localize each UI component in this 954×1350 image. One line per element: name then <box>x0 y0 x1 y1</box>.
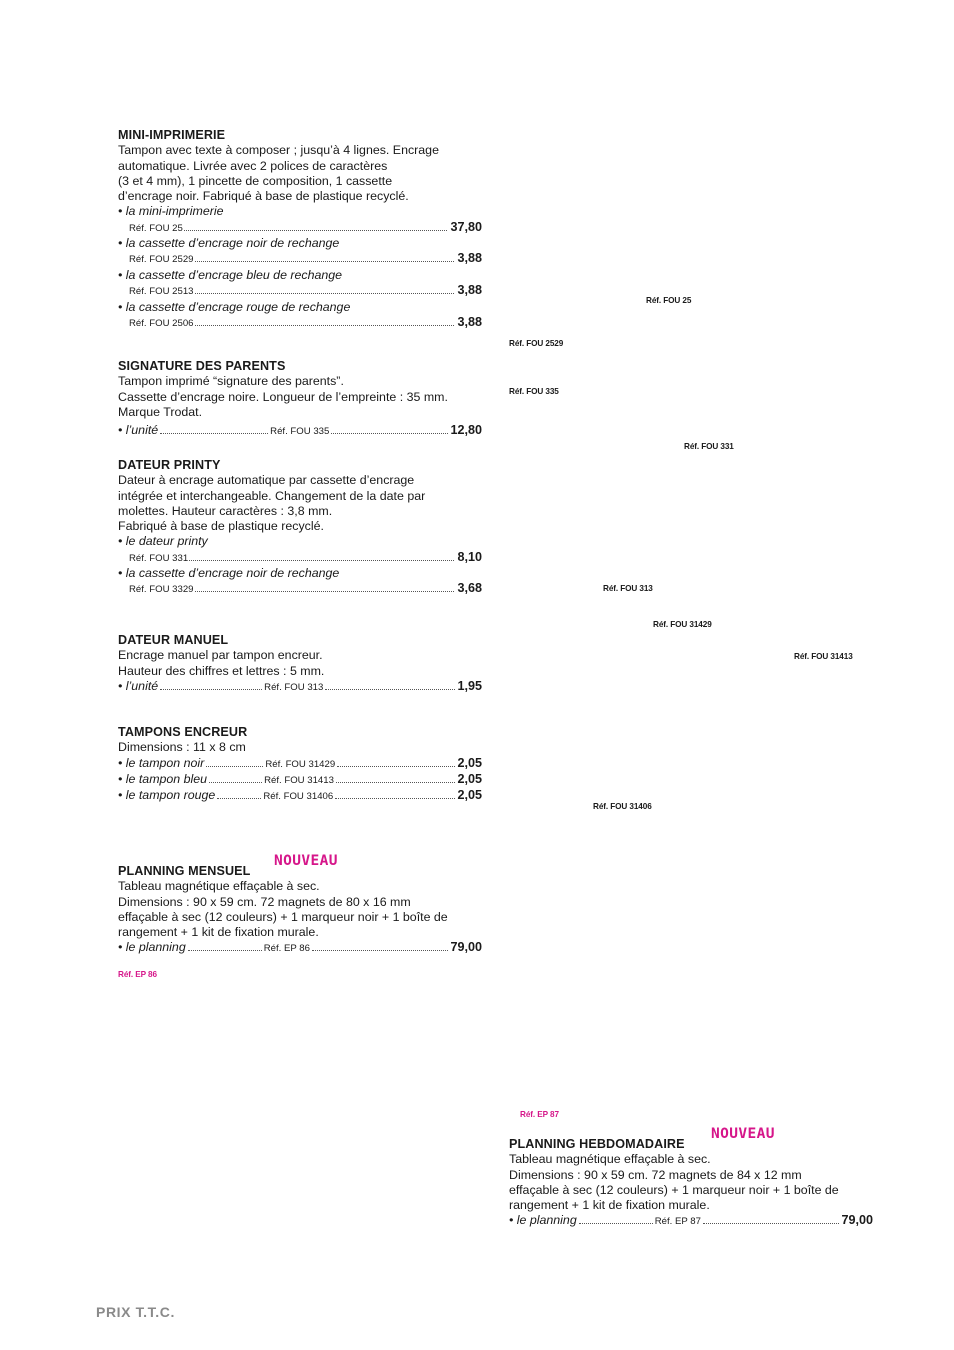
item-price: 8,10 <box>457 549 482 564</box>
item-label: • le dateur printy <box>118 534 208 549</box>
leader-dots <box>331 433 448 434</box>
item-price: 2,05 <box>457 771 482 786</box>
item-price: 2,05 <box>457 755 482 770</box>
item-label: • la mini-imprimerie <box>118 204 224 219</box>
price-line <box>118 423 482 439</box>
leader-dots <box>579 1223 653 1224</box>
price-line <box>118 772 482 788</box>
section-description: Tableau magnétique effaçable à sec. Dimensions : 90 x 59 cm. 72 magnets de 80 x 16 mm effaçable à sec (12 couleurs) + 1 marqueur noir + 1 boîte de rangement + 1 kit de fixation murale. <box>118 879 448 940</box>
item-price: 12,80 <box>450 423 482 438</box>
photo-caption-fou31429: Réf. FOU 31429 <box>653 620 712 629</box>
photo-caption-fou25: Réf. FOU 25 <box>646 296 692 305</box>
section-description: Tampon imprimé “signature des parents”. Cassette d’encrage noire. Longueur de l’empreinte : 35 mm. Marque Trodat. <box>118 374 448 419</box>
section-planning-mensuel <box>118 864 482 956</box>
item-ref: Réf. FOU 31429 <box>265 758 336 770</box>
leader-dots <box>195 591 455 592</box>
leader-dots <box>160 433 268 434</box>
leader-dots <box>217 798 261 799</box>
leader-dots <box>188 950 262 951</box>
photo-caption-ep87: Réf. EP 87 <box>520 1110 559 1119</box>
photo-caption-ep86: Réf. EP 86 <box>118 970 157 979</box>
item-ref: Réf. EP 86 <box>263 943 310 955</box>
item-ref: Réf. FOU 2529 <box>129 254 194 266</box>
price-row <box>118 550 482 566</box>
leader-dots <box>335 798 455 799</box>
price-line <box>118 756 482 772</box>
leader-dots <box>184 230 448 231</box>
item-price: 79,00 <box>841 1213 873 1228</box>
price-row <box>118 283 482 299</box>
item-price: 37,80 <box>450 219 482 234</box>
item-label: • la cassette d’encrage bleu de rechange <box>118 267 343 282</box>
leader-dots <box>209 782 262 783</box>
section-description: Dateur à encrage automatique par cassette d’encrage intégrée et interchangeable. Changement de la date par molettes. Hauteur caractères : 3,8 mm. Fabriqué à base de plastique recyclé. <box>118 473 426 534</box>
photo-caption-fou313: Réf. FOU 313 <box>603 584 653 593</box>
item-label: • l’unité <box>118 678 159 693</box>
item-ref: Réf. FOU 3329 <box>129 584 194 596</box>
section-dateur-printy <box>118 458 482 598</box>
section-title: DATEUR PRINTY <box>118 458 221 472</box>
item-label: • l’unité <box>118 423 159 438</box>
item-ref: Réf. EP 87 <box>654 1216 701 1228</box>
item-ref: Réf. FOU 2506 <box>129 317 194 329</box>
item-price: 3,88 <box>457 251 482 266</box>
leader-dots <box>160 689 262 690</box>
photo-caption-fou31413: Réf. FOU 31413 <box>794 652 853 661</box>
item-price: 3,88 <box>457 283 482 298</box>
section-description: Tableau magnétique effaçable à sec. Dimensions : 90 x 59 cm. 72 magnets de 84 x 12 mm effaçable à sec (12 couleurs) + 1 marqueur noir + 1 boîte de rangement + 1 kit de fixation murale. <box>509 1152 839 1213</box>
section-description: Tampon avec texte à composer ; jusqu’à 4 lignes. Encrage automatique. Livrée avec 2 polices de caractères (3 et 4 mm), 1 pincette de composition, 1 cassette d’encrage noir. Fabriqué à base de plastique recyclé. <box>118 143 439 204</box>
photo-caption-fou2529: Réf. FOU 2529 <box>509 339 564 348</box>
section-title: PLANNING MENSUEL <box>118 864 251 878</box>
price-line <box>118 788 482 804</box>
item-ref: Réf. FOU 31413 <box>264 774 334 786</box>
nouveau-badge: NOUVEAU <box>711 1126 775 1142</box>
nouveau-badge: NOUVEAU <box>274 853 338 869</box>
leader-dots <box>195 325 455 326</box>
leader-dots <box>312 950 449 951</box>
item-label: • la cassette d’encrage noir de rechange <box>118 566 340 581</box>
section-title: DATEUR MANUEL <box>118 633 229 647</box>
item-label: • le planning <box>509 1213 577 1228</box>
section-description: Encrage manuel par tampon encreur. Hauteur des chiffres et lettres : 5 mm. <box>118 648 325 678</box>
price-line <box>509 1213 873 1229</box>
item-ref: Réf. FOU 2513 <box>129 286 194 298</box>
item-ref: Réf. FOU 25 <box>129 222 183 234</box>
price-row <box>118 220 482 236</box>
section-dateur-manuel <box>118 633 482 695</box>
price-line <box>118 679 482 695</box>
item-ref: Réf. FOU 31406 <box>263 790 334 802</box>
leader-dots <box>206 766 263 767</box>
leader-dots <box>337 766 455 767</box>
item-ref: Réf. FOU 313 <box>264 681 324 693</box>
price-line <box>118 940 482 956</box>
section-title: MINI-IMPRIMERIE <box>118 128 226 142</box>
price-row <box>118 251 482 267</box>
leader-dots <box>336 782 456 783</box>
section-title: TAMPONS ENCREUR <box>118 725 248 739</box>
section-title: SIGNATURE DES PARENTS <box>118 359 286 373</box>
item-label: • le tampon noir <box>118 755 205 770</box>
section-mini-imprimerie <box>118 128 482 331</box>
leader-dots <box>195 293 455 294</box>
item-price: 3,88 <box>457 314 482 329</box>
photo-caption-fou331: Réf. FOU 331 <box>684 442 734 451</box>
price-row <box>118 315 482 331</box>
item-price: 3,68 <box>457 581 482 596</box>
photo-caption-fou335: Réf. FOU 335 <box>509 387 559 396</box>
photo-caption-fou31406: Réf. FOU 31406 <box>593 802 652 811</box>
item-price: 79,00 <box>450 940 482 955</box>
section-tampons-encreur <box>118 725 482 804</box>
leader-dots <box>195 261 455 262</box>
item-label: • le tampon bleu <box>118 771 208 786</box>
section-title: PLANNING HEBDOMADAIRE <box>509 1137 685 1151</box>
leader-dots <box>703 1223 840 1224</box>
section-signature-parents <box>118 359 482 439</box>
item-ref: Réf. FOU 331 <box>129 552 189 564</box>
section-planning-hebdomadaire <box>509 1137 873 1229</box>
item-price: 2,05 <box>457 787 482 802</box>
leader-dots <box>325 689 455 690</box>
item-label: • le tampon rouge <box>118 787 216 802</box>
item-price: 1,95 <box>457 678 482 693</box>
item-label: • la cassette d’encrage rouge de rechange <box>118 299 351 314</box>
item-label: • la cassette d’encrage noir de rechange <box>118 236 340 251</box>
item-label: • le planning <box>118 940 186 955</box>
price-row <box>118 581 482 597</box>
section-description: Dimensions : 11 x 8 cm <box>118 740 246 755</box>
item-ref: Réf. FOU 335 <box>270 426 330 438</box>
leader-dots <box>189 560 454 561</box>
footer-prix-ttc: PRIX T.T.C. <box>96 1304 175 1320</box>
